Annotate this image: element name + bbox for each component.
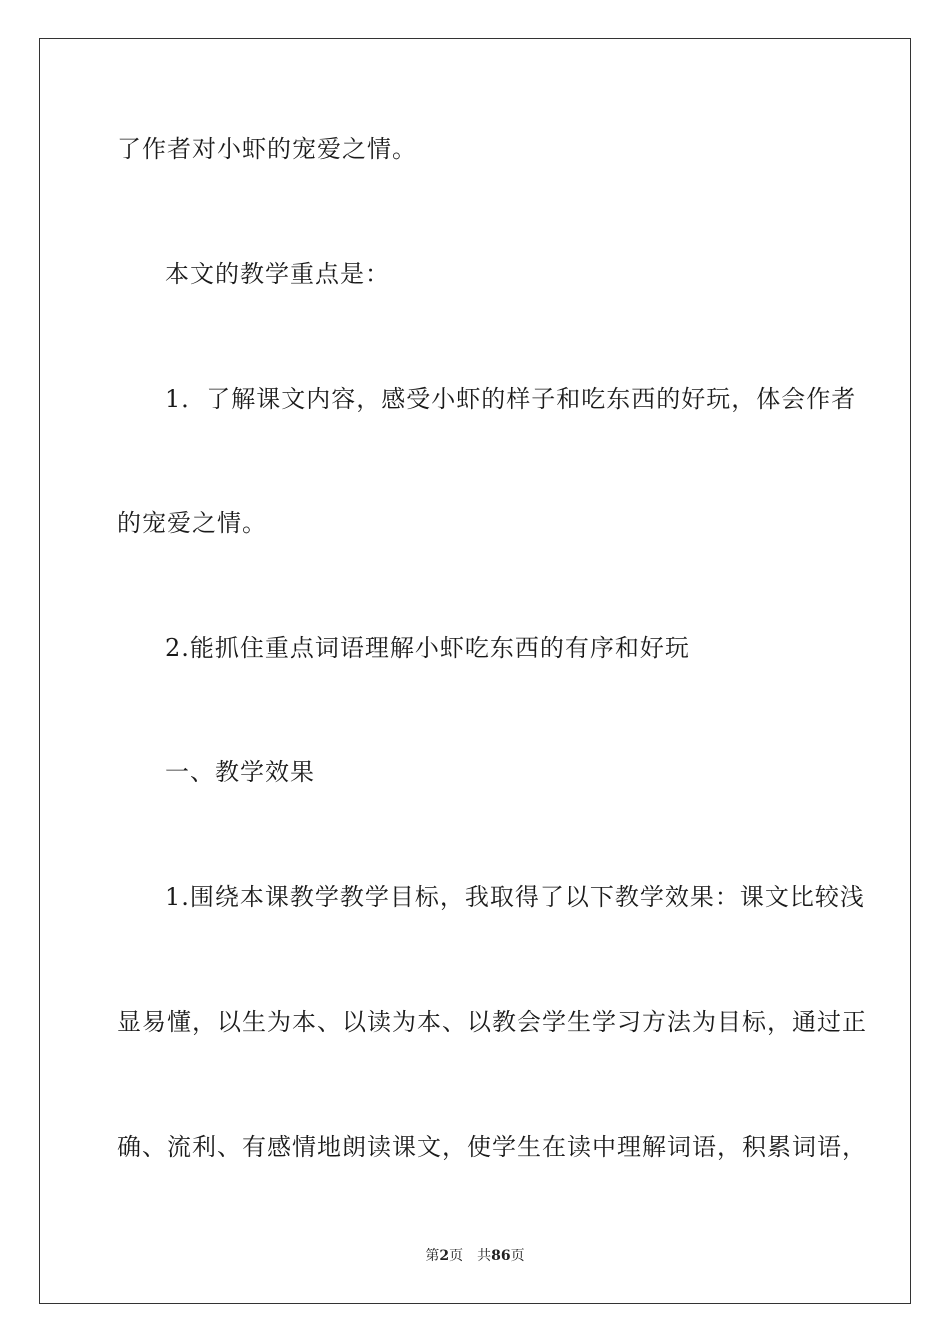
- text-line-5: 2.能抓住重点词语理解小虾吃东西的有序和好玩: [165, 634, 690, 662]
- total-prefix: 共: [477, 1248, 492, 1264]
- text-line-4: 的宠爱之情。: [117, 509, 267, 537]
- text-line-8: 显易懂，以生为本、以读为本、以教会学生学习方法为目标，通过正: [117, 1008, 867, 1036]
- text-line-3: 1．了解课文内容，感受小虾的样子和吃东西的好玩，体会作者: [165, 385, 857, 413]
- total-page-count: 86: [491, 1248, 511, 1264]
- page-suffix: 页: [449, 1248, 464, 1264]
- text-line-1: 了作者对小虾的宠爱之情。: [117, 135, 417, 163]
- current-page-number: 2: [439, 1248, 450, 1264]
- section-heading: 一、教学效果: [165, 758, 315, 786]
- page-frame: [39, 38, 911, 1304]
- page-prefix: 第: [425, 1248, 440, 1264]
- text-line-7: 1.围绕本课教学教学目标，我取得了以下教学效果：课文比较浅: [165, 883, 865, 911]
- text-line-9: 确、流利、有感情地朗读课文，使学生在读中理解词语，积累词语，: [117, 1133, 867, 1161]
- total-suffix: 页: [510, 1248, 525, 1264]
- page-footer: [0, 1246, 950, 1266]
- text-line-2: 本文的教学重点是：: [165, 260, 390, 288]
